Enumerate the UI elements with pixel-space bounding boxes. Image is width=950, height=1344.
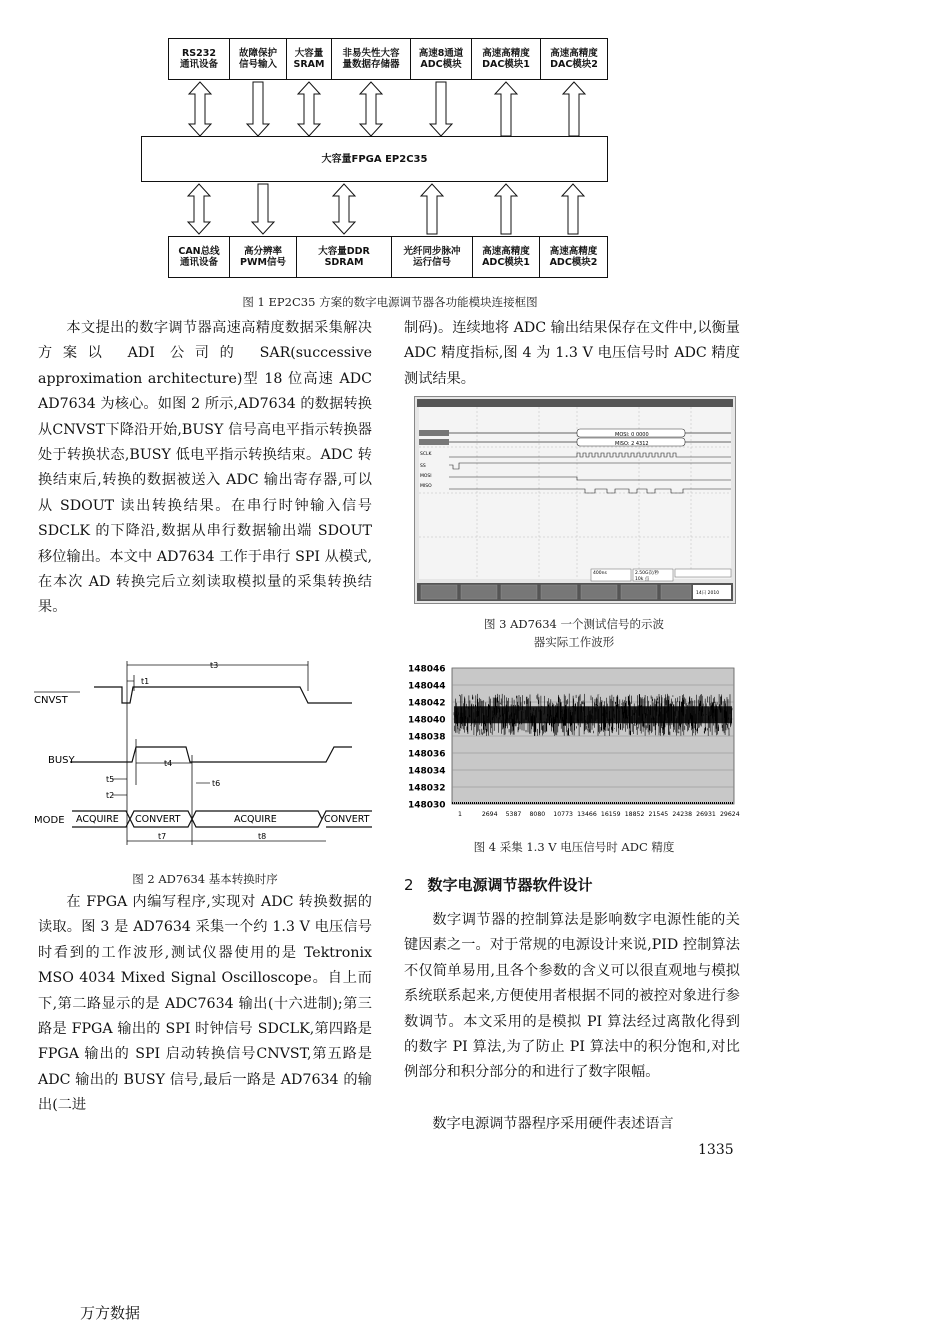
fig1-box-rs232: RS232 通讯设备 (168, 38, 230, 80)
fig1-arrow-adc1 (495, 184, 517, 234)
t6-label: t6 (212, 779, 221, 788)
bus-mosi-value: MOSI: 0 0000 (615, 432, 649, 438)
chart-x-tick-label: 1 (458, 811, 462, 818)
t8-label: t8 (258, 832, 267, 841)
chart-y-tick-label: 148034 (408, 766, 446, 777)
fig2-caption: 图 2 AD7634 基本转换时序 (132, 872, 278, 886)
fig1-box-adc1: 高速高精度 ADC模块1 (472, 236, 540, 278)
fig1-arrow-fiber (421, 184, 443, 234)
t7-label: t7 (158, 832, 167, 841)
chart-x-tick-label: 16159 (600, 811, 621, 818)
chart-series-core (454, 706, 732, 723)
chart-y-tick-label: 148038 (408, 732, 446, 743)
right-paragraph-1: 制码)。连续地将 ADC 输出结果保存在文件中,以衡量 ADC 精度指标,图 4 为 1.3 V 电压信号时 ADC 精度测试结果。 (404, 320, 740, 387)
readout-points: 10k 点 (635, 577, 650, 582)
fig1-box-adc8: 高速8通道 ADC模块 (410, 38, 472, 80)
cnvst-wave (94, 687, 352, 703)
fig1-arrow-dac1 (495, 82, 517, 136)
right-paragraph-3: 数字电源调节器程序采用硬件表述语言 (432, 1116, 674, 1132)
t3-label: t3 (210, 661, 219, 670)
fig1-arrows (0, 0, 950, 300)
chart-y-tick-label: 148032 (408, 783, 446, 794)
chart-x-tick-label: 18852 (624, 811, 645, 818)
chart-x-tick-label: 2694 (481, 811, 498, 818)
bus-miso-value: MISO: 2 4312 (615, 441, 649, 447)
chart-x-tick-label: 8080 (529, 811, 546, 818)
fig3-caption-line2: 器实际工作波形 (533, 635, 615, 649)
busy-wave (70, 747, 352, 762)
chart-y-tick-label: 148030 (408, 800, 446, 811)
fig1-box-dac1: 高速高精度 DAC模块1 (471, 38, 541, 80)
figure-2-timing (30, 655, 380, 855)
mode-acquire-1: ACQUIRE (76, 814, 119, 825)
mode-acquire-2: ACQUIRE (234, 814, 277, 825)
mode-convert-2: CONVERT (324, 814, 370, 825)
chart-x-tick-label: 21545 (648, 811, 669, 818)
readout-date: 14日 2010 (696, 591, 720, 596)
t1-label: t1 (141, 677, 150, 686)
fig3-caption (414, 615, 734, 651)
fig1-box-sram: 大容量 SRAM (286, 38, 332, 80)
fig1-arrow-pwm (252, 184, 274, 234)
scope-screen (415, 397, 735, 603)
section-number: 2 (404, 876, 414, 894)
fig1-arrow-storage (360, 82, 382, 136)
fig1-box-storage: 非易失性大容 量数据存储器 (331, 38, 411, 80)
fig1-box-adc2: 高速高精度 ADC模块2 (539, 236, 608, 278)
ch-miso: MISO (420, 484, 432, 489)
fig1-arrow-adc2 (562, 184, 584, 234)
ch-ss: SS (420, 464, 426, 469)
fig1-box-fiber: 光纤同步脉冲 运行信号 (391, 236, 473, 278)
mode-convert-1: CONVERT (135, 814, 181, 825)
ch-sclk: SCLK (420, 452, 432, 457)
chart-x-tick-label: 13466 (577, 811, 597, 818)
fig1-caption: 图 1 EP2C35 方案的数字电源调节器各功能模块连接框图 (242, 295, 538, 309)
t5-label: t5 (106, 775, 115, 784)
chart-x-labels (458, 811, 740, 818)
t4-label: t4 (164, 759, 173, 768)
left-paragraph-2: 在 FPGA 内编写程序,实现对 ADC 转换数据的读取。图 3 是 AD7634 采集一个约 1.3 V 电压信号时看到的工作波形,测试仪器使用的是 Tektronix MSO 4034 Mixed Signal Oscilloscope。自上而下,第二路显示的是 ADC7634 输出(十六进制);第三路是 FPGA 输出的 SPI 时钟信号 SDCLK,第四路是 FPGA 输出的 SPI 启动转换信号CNVST,第五路是 ADC 输出的 BUSY 信号,最后一路是 AD7634 的输出(二进 (38, 894, 372, 1114)
fig1-arrow-dac2 (563, 82, 585, 136)
mode-label: MODE (34, 815, 65, 826)
fig4-caption: 图 4 采集 1.3 V 电压信号时 ADC 精度 (473, 840, 675, 854)
ch-mosi: MOSI (420, 474, 432, 479)
fig3-caption-line1: 图 3 AD7634 一个测试信号的示波 (483, 617, 665, 631)
figure-3-scope (414, 396, 736, 604)
section-title: 数字电源调节器软件设计 (427, 876, 593, 894)
fig1-box-dac2: 高速高精度 DAC模块2 (540, 38, 608, 80)
readout-samplerate: 2.50G次/秒 (635, 571, 660, 576)
fig1-arrow-fault (247, 82, 269, 136)
chart-x-tick-label: 5387 (505, 811, 522, 818)
fig1-arrow-adc8 (430, 82, 452, 136)
chart-y-tick-label: 148044 (408, 681, 446, 692)
fig1-arrow-sram (298, 82, 320, 136)
fig1-box-pwm: 高分辨率 PWM信号 (229, 236, 297, 278)
page-number: 1335 (698, 1142, 734, 1158)
fig1-arrow-rs232 (189, 82, 211, 136)
readout-timebase: 400ns (593, 571, 607, 576)
fig1-box-ddr: 大容量DDR SDRAM (296, 236, 392, 278)
chart-y-tick-label: 148042 (408, 698, 446, 709)
chart-y-tick-label: 148046 (408, 664, 446, 675)
section-2-heading (404, 874, 593, 895)
chart-x-tick-label: 26931 (696, 811, 716, 818)
fig1-arrow-ddr (333, 184, 355, 234)
chart-x-tick-label: 10773 (553, 811, 573, 818)
chart-y-labels (408, 665, 446, 811)
footer-watermark: 万方数据 (80, 1304, 141, 1322)
fig1-box-fault: 故障保护 信号输入 (229, 38, 287, 80)
chart-y-tick-label: 148036 (408, 749, 446, 760)
fig1-fpga-box: 大容量FPGA EP2C35 (141, 136, 608, 182)
t2-label: t2 (106, 791, 115, 800)
chart-y-tick-label: 148040 (408, 715, 446, 726)
figure-4-chart (404, 660, 744, 820)
chart-x-tick-label: 29624 (720, 811, 740, 818)
cnvst-label: CNVST (34, 695, 68, 706)
chart-x-tick-label: 24238 (672, 811, 693, 818)
busy-label: BUSY (48, 755, 75, 766)
left-paragraph-1: 本文提出的数字调节器高速高精度数据采集解决方案以 ADI 公司的 SAR(successive approximation architecture)型 18 位高速 ADC AD7634 为核心。如图 2 所示,AD7634 的数据转换从CNVST下降沿开始,BUSY 信号高电平指示转换器处于转换状态,BUSY 低电平指示转换结束。ADC 转换结束后,转换的数据被送入 ADC 输出寄存器,可以从 SDOUT 读出转换结果。在串行时钟输入信号 SDCLK 的下降沿,数据从串行数据输出端 SDOUT 移位输出。本文中 AD7634 工作于串行 SPI 从模式,在本次 AD 转换完后立刻读取模拟量的采集转换结果。 (38, 320, 372, 616)
fig1-arrow-can (188, 184, 210, 234)
right-paragraph-2: 数字调节器的控制算法是影响数字电源性能的关键因素之一。对于常规的电源设计来说,PID 控制算法不仅简单易用,且各个参数的含义可以很直观地与模拟系统联系起来,方便使用者根据不同的被控对象进行参数调节。本文采用的是模拟 PI 算法经过离散化得到的数字 PI 算法,为了防止 PI 算法中的积分饱和,对比例部分和积分部分的和进行了数字限幅。 (404, 912, 740, 1081)
fig1-box-can: CAN总线 通讯设备 (168, 236, 230, 278)
